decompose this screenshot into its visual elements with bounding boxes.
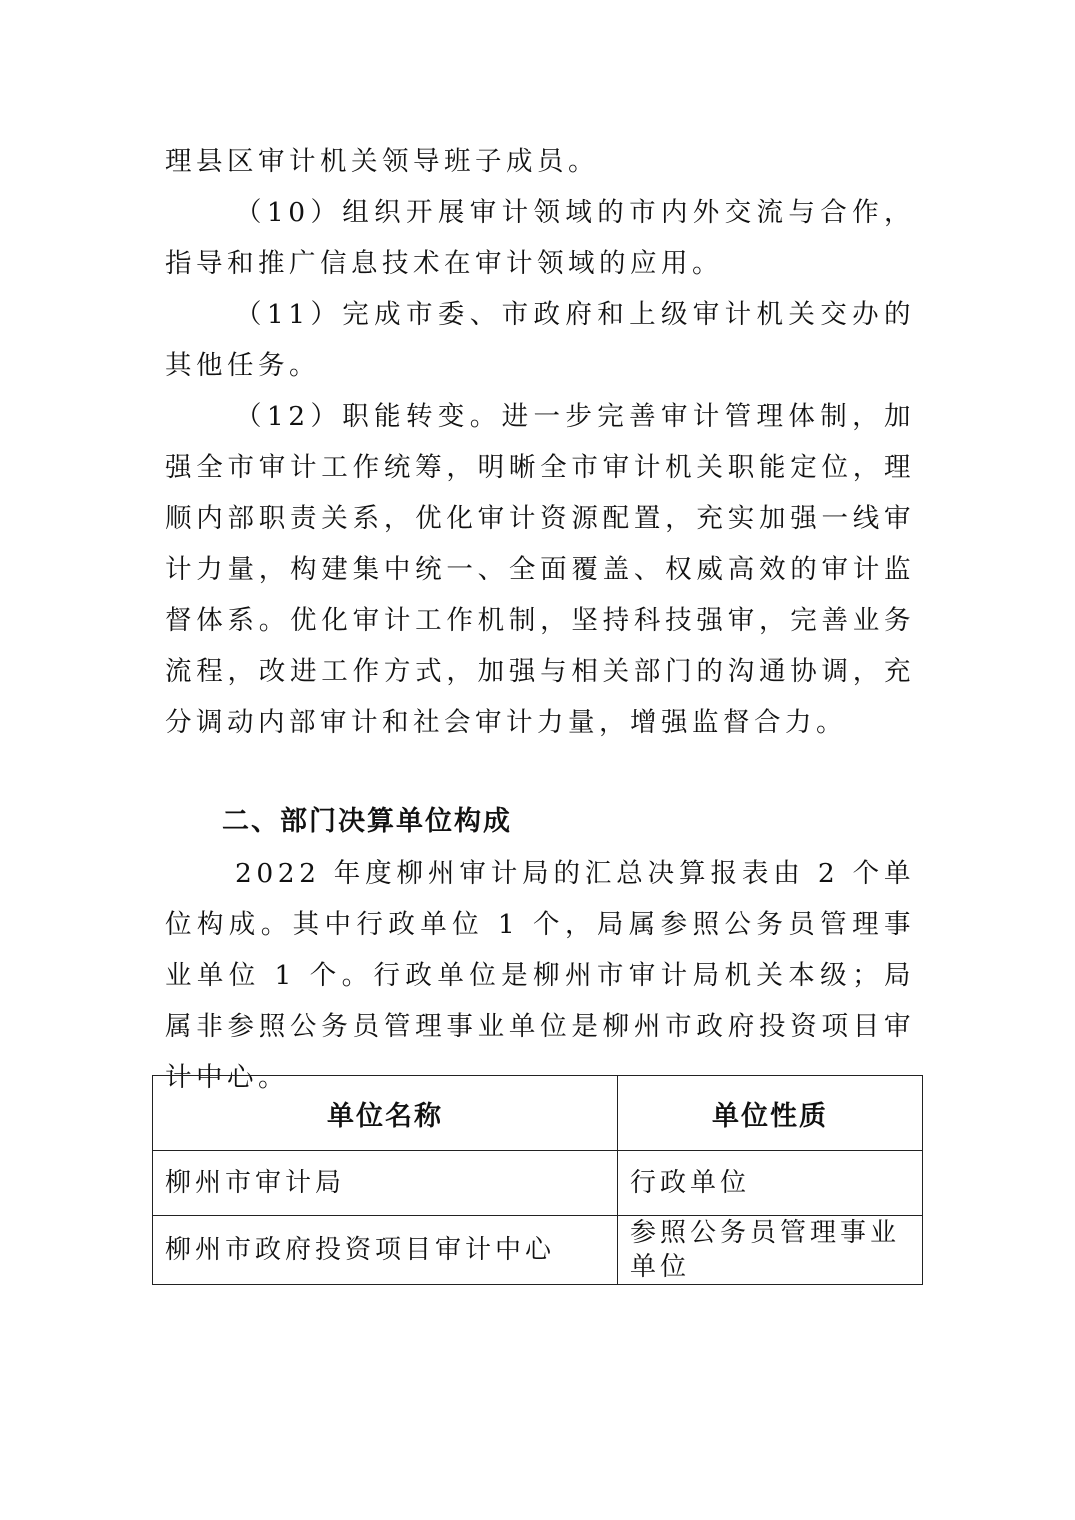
body-text-top bbox=[165, 136, 915, 748]
table-header-unit-name: 单位名称 bbox=[153, 1076, 618, 1151]
table-row bbox=[153, 1151, 923, 1216]
table-cell-unit-type: 参照公务员管理事业单位 bbox=[618, 1216, 923, 1285]
paragraph-continuation: 理县区审计机关领导班子成员。 bbox=[165, 146, 599, 177]
section-paragraph: 2022 年度柳州审计局的汇总决算报表由 2 个单位构成。其中行政单位 1 个，局属参照公务员管理事业单位 1 个。行政单位是柳州市审计局机关本级；局属非参照公务员管理事业单位是柳州市政府投资项目审计中心。 bbox=[165, 858, 915, 1093]
paragraph-item-10: （10）组织开展审计领域的市内外交流与合作，指导和推广信息技术在审计领域的应用。 bbox=[165, 197, 915, 279]
paragraph-item-11: （11）完成市委、市政府和上级审计机关交办的其他任务。 bbox=[165, 299, 915, 381]
table-header-row bbox=[153, 1076, 923, 1151]
table-cell-unit-name: 柳州市审计局 bbox=[153, 1151, 618, 1216]
table-header-unit-type: 单位性质 bbox=[618, 1076, 923, 1151]
section-heading: 二、部门决算单位构成 bbox=[222, 806, 512, 837]
table-row bbox=[153, 1216, 923, 1285]
unit-composition-table bbox=[152, 1075, 923, 1285]
table-cell-unit-type: 行政单位 bbox=[618, 1151, 923, 1216]
paragraph-item-12: （12）职能转变。进一步完善审计管理体制，加强全市审计工作统筹，明晰全市审计机关职能定位，理顺内部职责关系，优化审计资源配置，充实加强一线审计力量，构建集中统一、全面覆盖、权威高效的审计监督体系。优化审计工作机制，坚持科技强审，完善业务流程，改进工作方式，加强与相关部门的沟通协调，充分调动内部审计和社会审计力量，增强监督合力。 bbox=[165, 401, 915, 738]
table-cell-unit-name: 柳州市政府投资项目审计中心 bbox=[153, 1216, 618, 1285]
